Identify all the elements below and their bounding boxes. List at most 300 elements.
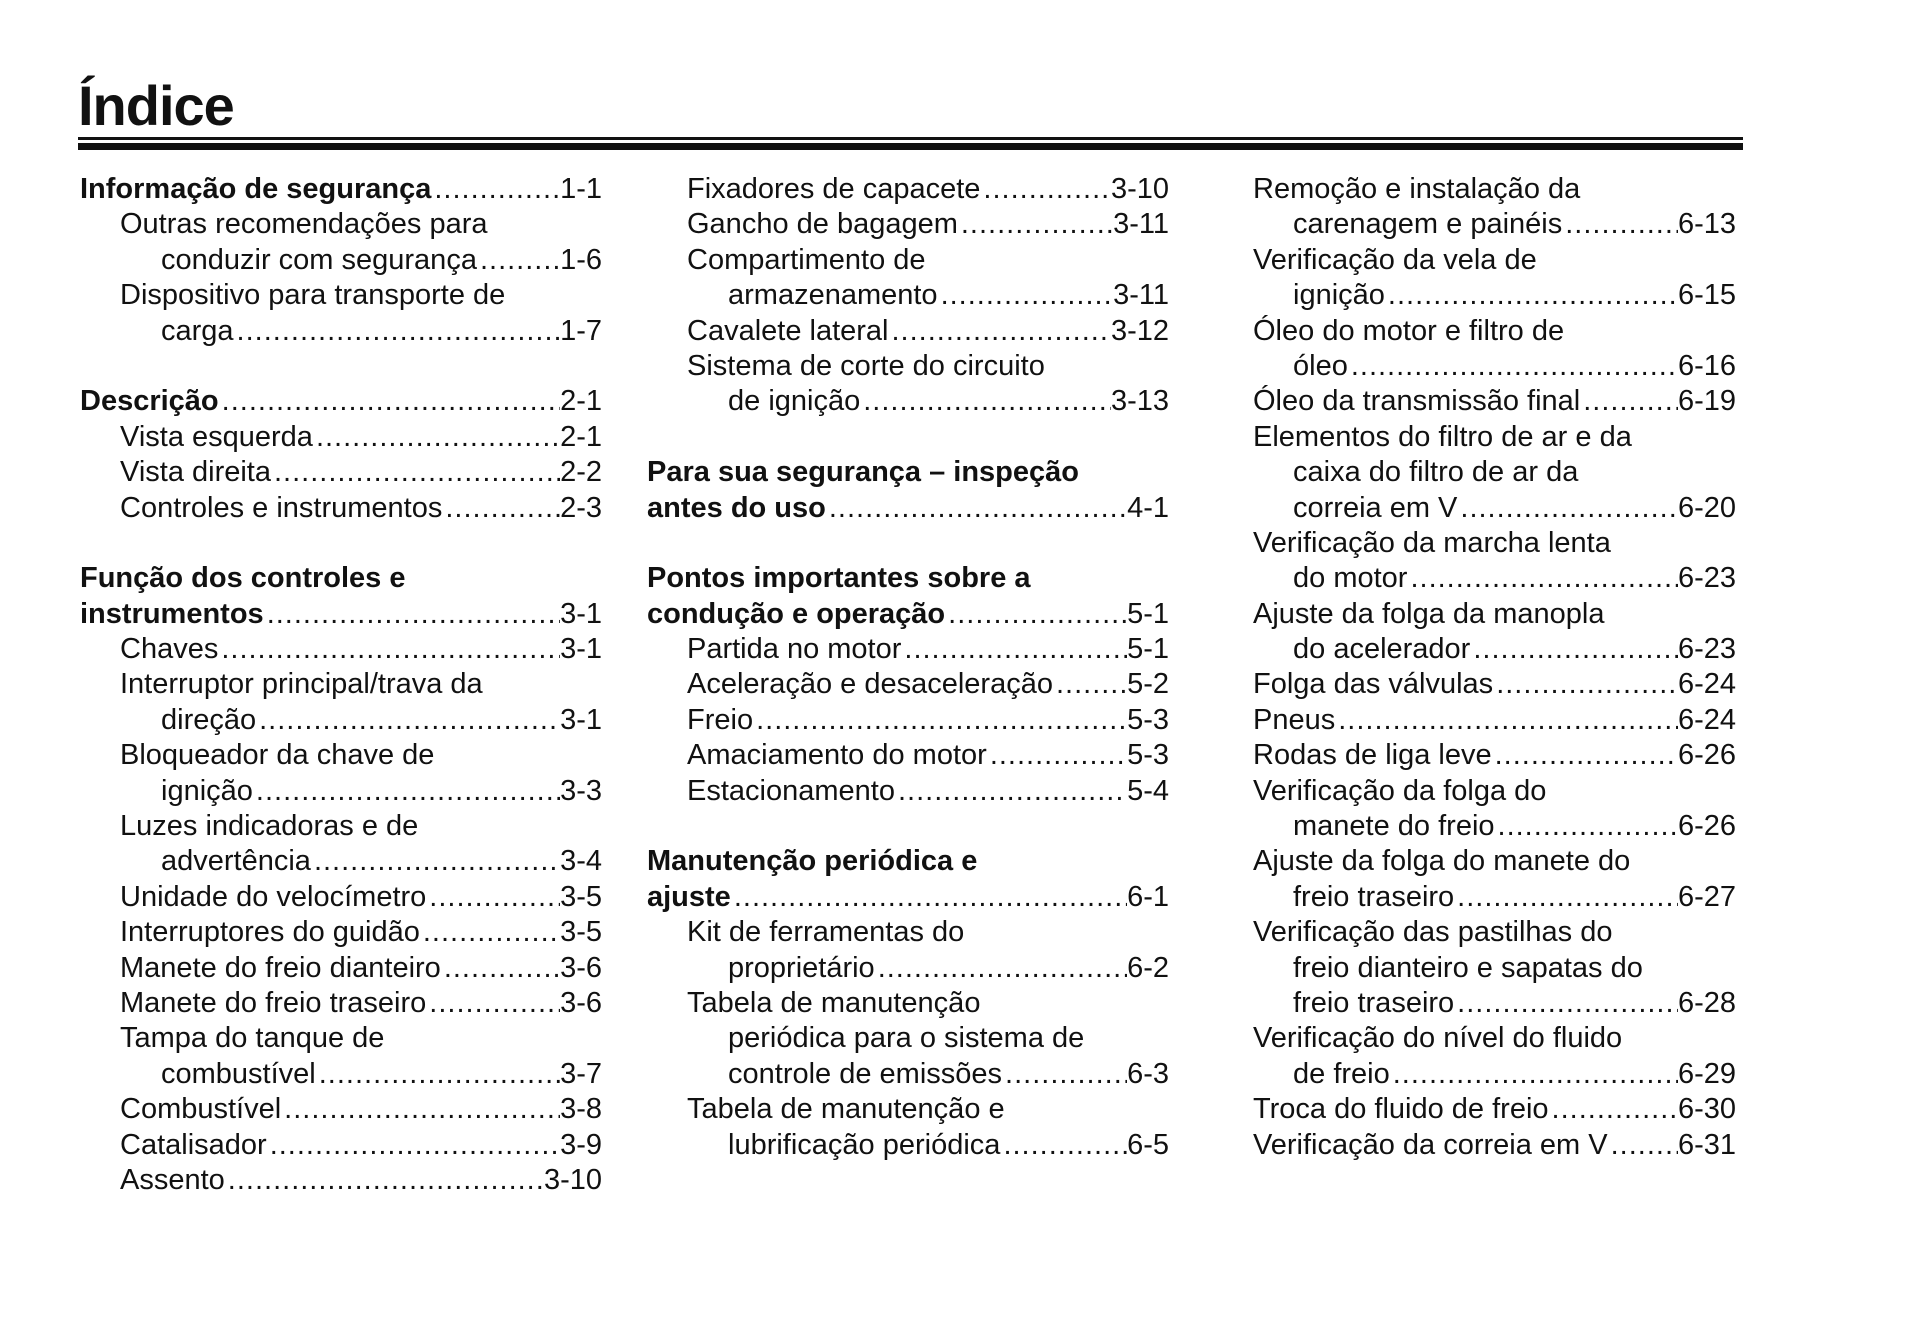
page-number[interactable]: 5-3 xyxy=(1127,703,1169,736)
title-rule-thin xyxy=(78,137,1743,140)
toc-column-3 xyxy=(1253,172,1736,1198)
toc-entry-text: ignição xyxy=(1293,279,1385,312)
toc-entry-line xyxy=(80,703,602,738)
toc-entry-line xyxy=(1253,1092,1736,1127)
toc-entry[interactable] xyxy=(1253,172,1736,243)
dot-leader xyxy=(253,774,560,809)
page-number[interactable]: 3-10 xyxy=(543,1163,602,1196)
toc-entry-text: Freio xyxy=(687,703,754,736)
toc-entry-text: ignição xyxy=(161,774,253,807)
page-number[interactable]: 2-2 xyxy=(560,456,602,489)
page-number[interactable]: 6-30 xyxy=(1677,1093,1736,1126)
toc-entry-line xyxy=(647,667,1169,702)
toc-entry-line xyxy=(647,278,1169,313)
toc-entry-text: advertência xyxy=(161,845,311,878)
dot-leader xyxy=(895,774,1127,809)
toc-entry-text: Remoção e instalação da xyxy=(1253,173,1581,205)
page-number[interactable]: 6-13 xyxy=(1677,208,1736,241)
page-number[interactable]: 6-26 xyxy=(1677,739,1736,772)
page-number[interactable]: 3-3 xyxy=(560,774,602,807)
toc-entry-text: de freio xyxy=(1293,1057,1390,1090)
toc-entry-text: Descrição xyxy=(80,385,219,418)
toc-entry[interactable] xyxy=(80,172,602,207)
toc-entry-text: Verificação da vela de xyxy=(1253,243,1537,276)
toc-entry-text: Partida no motor xyxy=(687,633,902,666)
toc-entry-text: carga xyxy=(161,314,234,347)
toc-entry-line xyxy=(80,455,602,490)
dot-leader xyxy=(264,597,560,632)
toc-entry-line xyxy=(1253,844,1736,879)
dot-leader xyxy=(1385,278,1678,313)
toc-entry-line xyxy=(80,915,602,950)
dot-leader xyxy=(958,207,1113,242)
page-number[interactable]: 5-3 xyxy=(1127,739,1169,772)
toc-entry-line xyxy=(647,314,1169,349)
toc-entry-line xyxy=(1253,632,1736,667)
toc-entry-text: Pneus xyxy=(1253,703,1336,736)
toc-entry-text: freio traseiro xyxy=(1293,880,1455,913)
toc-entry-line xyxy=(1253,384,1736,419)
page-number[interactable]: 6-3 xyxy=(1127,1057,1169,1090)
toc-entry-line xyxy=(1253,915,1736,950)
toc-entry-text: Bloqueador da chave de xyxy=(120,739,435,772)
toc-entry[interactable] xyxy=(80,420,602,455)
toc-section xyxy=(1253,172,1736,1163)
toc-entry-text: Elementos do filtro de ar e da xyxy=(1253,420,1632,453)
dot-leader xyxy=(1608,1128,1678,1163)
dot-leader xyxy=(938,278,1114,313)
toc-entry[interactable] xyxy=(80,1128,602,1163)
toc-entry-text: Fixadores de capacete xyxy=(687,173,981,205)
toc-entry-text: Luzes indicadoras e de xyxy=(120,810,419,843)
toc-entry-text: Interruptores do guidão xyxy=(120,916,420,949)
page-number[interactable]: 3-5 xyxy=(560,916,602,949)
toc-entry-line xyxy=(647,844,1169,879)
toc-entry[interactable] xyxy=(647,844,1169,915)
toc-entry[interactable] xyxy=(80,915,602,950)
toc-entry-text: instrumentos xyxy=(80,597,264,630)
toc-entry-text: de ignição xyxy=(728,385,861,418)
toc-entry-text: condução e operação xyxy=(647,597,946,630)
toc-entry-line xyxy=(647,703,1169,738)
page-number[interactable]: 3-8 xyxy=(560,1093,602,1126)
toc-entry-text: Unidade do velocímetro xyxy=(120,880,427,913)
toc-entry[interactable] xyxy=(1253,597,1736,668)
toc-entry-line xyxy=(1253,1021,1736,1056)
toc-entry-line xyxy=(647,1021,1169,1056)
toc-entry[interactable] xyxy=(647,561,1169,632)
toc-entry-text: Assento xyxy=(120,1163,225,1196)
page-number[interactable]: 1-6 xyxy=(560,243,602,276)
toc-entry[interactable] xyxy=(80,207,602,278)
toc-entry-text: Amaciamento do motor xyxy=(687,739,987,772)
dot-leader xyxy=(1457,491,1678,526)
toc-entry-text: Verificação do nível do fluido xyxy=(1253,1022,1623,1055)
toc-entry-text: Informação de segurança xyxy=(80,173,432,205)
toc-entry-text: Pontos importantes sobre a xyxy=(647,562,1031,595)
toc-entry[interactable] xyxy=(1253,1021,1736,1092)
toc-entry-text: Óleo da transmissão final xyxy=(1253,385,1581,418)
toc-entry-text: Manete do freio dianteiro xyxy=(120,951,441,984)
toc-entry-text: Verificação da marcha lenta xyxy=(1253,526,1611,559)
toc-entry[interactable] xyxy=(647,703,1169,738)
toc-entry[interactable] xyxy=(80,1092,602,1127)
toc-entry-line xyxy=(1253,455,1736,490)
toc-entry-line xyxy=(1253,278,1736,313)
toc-section xyxy=(80,384,602,526)
toc-entry-line xyxy=(1253,561,1736,596)
toc-entry[interactable] xyxy=(647,632,1169,667)
toc-entry-line xyxy=(647,915,1169,950)
page-number[interactable]: 6-28 xyxy=(1677,986,1736,1019)
dot-leader xyxy=(431,172,560,207)
page-number[interactable]: 6-1 xyxy=(1127,880,1169,913)
toc-entry[interactable] xyxy=(1253,314,1736,385)
dot-leader xyxy=(271,455,560,490)
dot-leader xyxy=(426,880,560,915)
toc-entry[interactable] xyxy=(80,738,602,809)
toc-entry-text: Folga das válvulas xyxy=(1253,668,1494,701)
toc-entry-text: Interruptor principal/trava da xyxy=(120,668,483,701)
toc-entry[interactable] xyxy=(647,349,1169,420)
page-number[interactable]: 6-5 xyxy=(1127,1128,1169,1161)
toc-entry[interactable] xyxy=(647,986,1169,1092)
toc-entry-text: caixa do filtro de ar da xyxy=(1293,456,1579,489)
toc-entry-text: Para sua segurança – inspeção xyxy=(647,456,1079,489)
toc-entry-line xyxy=(80,738,602,773)
toc-entry-line xyxy=(80,314,602,349)
toc-entry-line xyxy=(1253,207,1736,242)
page-number[interactable]: 5-1 xyxy=(1127,597,1169,630)
toc-entry-text: Ajuste da folga da manopla xyxy=(1253,597,1605,630)
toc-entry[interactable] xyxy=(647,1092,1169,1163)
toc-entry-line xyxy=(647,774,1169,809)
toc-entry[interactable] xyxy=(1253,738,1736,773)
toc-entry-text: controle de emissões xyxy=(728,1057,1003,1090)
toc-entry-line xyxy=(647,207,1169,242)
toc-entry-text: conduzir com segurança xyxy=(161,243,477,276)
dot-leader xyxy=(889,314,1111,349)
toc-entry-line xyxy=(80,1092,602,1127)
toc-entry[interactable] xyxy=(80,384,602,419)
toc-entry-line xyxy=(1253,243,1736,278)
page-number[interactable]: 4-1 xyxy=(1127,491,1169,524)
toc-entry-line xyxy=(80,880,602,915)
toc-entry-line xyxy=(80,809,602,844)
toc-entry[interactable] xyxy=(647,314,1169,349)
page-number[interactable]: 3-6 xyxy=(560,986,602,1019)
dot-leader xyxy=(426,986,560,1021)
toc-entry-text: carenagem e painéis xyxy=(1293,208,1563,241)
dot-leader xyxy=(1495,809,1678,844)
toc-entry-text: Tabela de manutenção e xyxy=(687,1093,1005,1126)
toc-entry-line xyxy=(1253,774,1736,809)
toc-entry-text: Dispositivo para transporte de xyxy=(120,279,506,312)
toc-entry[interactable] xyxy=(80,1021,602,1092)
page-number[interactable]: 3-6 xyxy=(560,951,602,984)
toc-entry[interactable] xyxy=(80,278,602,349)
toc-entry-text: ajuste xyxy=(647,880,731,913)
page-number[interactable]: 6-31 xyxy=(1677,1128,1736,1161)
toc-entry-text: Vista direita xyxy=(120,456,271,489)
toc-entry[interactable] xyxy=(647,243,1169,314)
toc-entry-text: combustível xyxy=(161,1057,316,1090)
dot-leader xyxy=(1053,667,1127,702)
toc-entry-text: Combustível xyxy=(120,1093,282,1126)
toc-entry-line xyxy=(647,349,1169,384)
dot-leader xyxy=(1549,1092,1678,1127)
toc-entry-text: Tabela de manutenção xyxy=(687,986,981,1019)
toc-entry[interactable] xyxy=(80,491,602,526)
toc-entry-line xyxy=(80,491,602,526)
toc-entry-line xyxy=(80,774,602,809)
toc-entry[interactable] xyxy=(1253,243,1736,314)
toc-entry[interactable] xyxy=(1253,1128,1736,1163)
toc-entry[interactable] xyxy=(80,455,602,490)
toc-entry[interactable] xyxy=(80,561,602,632)
toc-section xyxy=(80,561,602,1198)
toc-entry-line xyxy=(647,1057,1169,1092)
dot-leader xyxy=(1562,207,1678,242)
page-number[interactable]: 2-1 xyxy=(560,385,602,418)
toc-entry-line xyxy=(647,243,1169,278)
toc-entry-text: Outras recomendações para xyxy=(120,208,488,241)
toc-entry[interactable] xyxy=(647,738,1169,773)
toc-entry[interactable] xyxy=(1253,915,1736,1021)
dot-leader xyxy=(1390,1057,1678,1092)
toc-section xyxy=(647,844,1169,1163)
toc-entry-text: Manete do freio traseiro xyxy=(120,986,427,1019)
toc-entry-line xyxy=(1253,1057,1736,1092)
toc-section xyxy=(647,561,1169,809)
toc-entry-text: Verificação das pastilhas do xyxy=(1253,916,1613,949)
page-number[interactable]: 6-16 xyxy=(1677,349,1736,382)
toc-entry-line xyxy=(80,632,602,667)
toc-entry-line xyxy=(1253,420,1736,455)
toc-entry-line xyxy=(647,880,1169,915)
toc-entry[interactable] xyxy=(647,172,1169,207)
toc-entry-line xyxy=(1253,667,1736,702)
toc-entry-text: direção xyxy=(161,703,257,736)
page-number[interactable]: 6-19 xyxy=(1677,385,1736,418)
toc-entry-text: correia em V xyxy=(1293,491,1458,524)
page-number[interactable]: 2-1 xyxy=(560,420,602,453)
toc-entry-line xyxy=(80,1128,602,1163)
toc-entry[interactable] xyxy=(80,986,602,1021)
page-number[interactable]: 3-7 xyxy=(560,1057,602,1090)
dot-leader xyxy=(225,1163,544,1198)
toc-entry-line xyxy=(647,951,1169,986)
toc-entry-text: freio traseiro xyxy=(1293,986,1455,1019)
toc-entry[interactable] xyxy=(80,632,602,667)
page-number[interactable]: 3-1 xyxy=(560,597,602,630)
toc-entry-line xyxy=(80,278,602,313)
page-number[interactable]: 3-10 xyxy=(1110,173,1169,205)
toc-entry-line xyxy=(80,667,602,702)
toc-entry-text: Kit de ferramentas do xyxy=(687,916,965,949)
dot-leader xyxy=(1335,703,1678,738)
page-number[interactable]: 5-4 xyxy=(1127,774,1169,807)
toc-entry-text: Vista esquerda xyxy=(120,420,313,453)
page-number[interactable]: 6-15 xyxy=(1677,279,1736,312)
dot-leader xyxy=(1454,880,1678,915)
toc-entry[interactable] xyxy=(80,667,602,738)
toc-entry-text: armazenamento xyxy=(728,279,938,312)
toc-entry-text: Catalisador xyxy=(120,1128,267,1161)
page-number[interactable]: 6-23 xyxy=(1677,633,1736,666)
toc-entry[interactable] xyxy=(1253,526,1736,597)
toc-entry-line xyxy=(1253,986,1736,1021)
toc-entry-text: proprietário xyxy=(728,951,875,984)
toc-entry-text: Controles e instrumentos xyxy=(120,491,443,524)
dot-leader xyxy=(1002,1057,1127,1092)
toc-entry-text: Tampa do tanque de xyxy=(120,1022,385,1055)
page-number[interactable]: 6-27 xyxy=(1677,880,1736,913)
toc-entry-line xyxy=(1253,349,1736,384)
page-number[interactable]: 3-11 xyxy=(1113,279,1169,312)
toc-entry-line xyxy=(1253,951,1736,986)
toc-entry-line xyxy=(80,243,602,278)
page-number[interactable]: 6-26 xyxy=(1677,810,1736,843)
toc-entry[interactable] xyxy=(647,207,1169,242)
toc-entry[interactable] xyxy=(1253,667,1736,702)
toc-entry[interactable] xyxy=(1253,774,1736,845)
dot-leader xyxy=(1348,349,1678,384)
toc-entry-text: Aceleração e desaceleração xyxy=(687,668,1053,701)
toc-section xyxy=(647,455,1169,526)
toc-entry-line xyxy=(647,738,1169,773)
page-number[interactable]: 1-7 xyxy=(560,314,602,347)
page-number[interactable]: 3-4 xyxy=(560,845,602,878)
page-number[interactable]: 6-20 xyxy=(1677,491,1736,524)
toc-entry-text: Óleo do motor e filtro de xyxy=(1253,314,1565,347)
toc-entry-text: Verificação da correia em V xyxy=(1253,1128,1608,1161)
toc-entry[interactable] xyxy=(80,809,602,880)
page-number[interactable]: 6-24 xyxy=(1677,668,1736,701)
dot-leader xyxy=(875,951,1127,986)
toc-entry-text: Manutenção periódica e xyxy=(647,845,978,878)
dot-leader xyxy=(826,491,1127,526)
toc-entry-line xyxy=(80,986,602,1021)
toc-entry-line xyxy=(80,384,602,419)
page-number[interactable]: 2-3 xyxy=(560,491,602,524)
toc-entry[interactable] xyxy=(647,455,1169,526)
toc-entry-line xyxy=(1253,597,1736,632)
dot-leader xyxy=(731,880,1127,915)
dot-leader xyxy=(420,915,560,950)
toc-entry[interactable] xyxy=(647,774,1169,809)
dot-leader xyxy=(1470,632,1678,667)
toc-entry-line xyxy=(647,455,1169,490)
toc-entry-line xyxy=(80,207,602,242)
toc-entry-line xyxy=(647,986,1169,1021)
page-number[interactable]: 3-5 xyxy=(560,880,602,913)
page-number[interactable]: 5-2 xyxy=(1127,668,1169,701)
toc-entry-text: freio dianteiro e sapatas do xyxy=(1293,951,1643,984)
toc-entry-line xyxy=(1253,1128,1736,1163)
toc-entry-line xyxy=(80,561,602,596)
toc-column-2 xyxy=(647,172,1169,1198)
dot-leader xyxy=(477,243,560,278)
toc-entry-text: lubrificação periódica xyxy=(728,1128,1001,1161)
toc-entry-line xyxy=(647,597,1169,632)
toc-entry[interactable] xyxy=(1253,844,1736,915)
page-number[interactable]: 6-23 xyxy=(1677,562,1736,595)
dot-leader xyxy=(860,384,1111,419)
toc-entry-text: óleo xyxy=(1293,349,1348,382)
toc-entry-text: periódica para o sistema de xyxy=(728,1022,1085,1055)
dot-leader xyxy=(753,703,1127,738)
toc-entry-text: Verificação da folga do xyxy=(1253,774,1547,807)
dot-leader xyxy=(267,1128,560,1163)
toc-entry-text: Rodas de liga leve xyxy=(1253,739,1492,772)
page-number[interactable]: 3-1 xyxy=(560,633,602,666)
page-number[interactable]: 6-2 xyxy=(1127,951,1169,984)
toc-entry[interactable] xyxy=(647,667,1169,702)
dot-leader xyxy=(901,632,1127,667)
toc-entry[interactable] xyxy=(647,915,1169,986)
toc-entry[interactable] xyxy=(1253,703,1736,738)
dot-leader xyxy=(1493,667,1678,702)
dot-leader xyxy=(1000,1128,1127,1163)
page-number[interactable]: 3-9 xyxy=(560,1128,602,1161)
toc-entry-line xyxy=(647,561,1169,596)
toc-entry-line xyxy=(80,1057,602,1092)
page-number[interactable]: 6-24 xyxy=(1677,703,1736,736)
page-number[interactable]: 3-1 xyxy=(560,703,602,736)
page-number[interactable]: 6-29 xyxy=(1677,1057,1736,1090)
toc-entry-text: do motor xyxy=(1293,562,1408,595)
title-rule-thick xyxy=(78,143,1743,150)
page-number[interactable]: 3-12 xyxy=(1110,314,1169,347)
toc-entry-line xyxy=(647,384,1169,419)
toc-entry[interactable] xyxy=(1253,1092,1736,1127)
page-number[interactable]: 5-1 xyxy=(1127,633,1169,666)
toc-entry-line xyxy=(647,632,1169,667)
toc-entry-line xyxy=(647,172,1169,207)
toc-entry-text: Estacionamento xyxy=(687,774,895,807)
toc-entry-line xyxy=(1253,491,1736,526)
toc-entry-text: do acelerador xyxy=(1293,633,1471,666)
dot-leader xyxy=(313,420,560,455)
dot-leader xyxy=(1492,738,1678,773)
toc-entry[interactable] xyxy=(80,1163,602,1198)
toc-entry-line xyxy=(1253,172,1736,207)
toc-entry-line xyxy=(80,597,602,632)
toc-entry-line xyxy=(80,1021,602,1056)
toc-entry[interactable] xyxy=(1253,420,1736,526)
page-number[interactable]: 1-1 xyxy=(560,173,602,205)
dot-leader xyxy=(234,314,561,349)
toc-entry-line xyxy=(1253,526,1736,561)
toc-section xyxy=(647,172,1169,420)
toc-entry-text: Sistema de corte do circuito xyxy=(687,349,1045,382)
dot-leader xyxy=(945,597,1127,632)
toc-entry-line xyxy=(80,420,602,455)
toc-entry-text: Função dos controles e xyxy=(80,562,406,595)
toc-entry[interactable] xyxy=(80,951,602,986)
dot-leader xyxy=(442,491,560,526)
dot-leader xyxy=(441,951,560,986)
toc-entry-text: Troca do fluido de freio xyxy=(1253,1093,1549,1126)
toc-entry-line xyxy=(647,1128,1169,1163)
toc-entry-line xyxy=(1253,880,1736,915)
toc-entry[interactable] xyxy=(80,880,602,915)
page-number[interactable]: 3-11 xyxy=(1113,208,1169,241)
page-number[interactable]: 3-13 xyxy=(1110,385,1169,418)
toc-entry[interactable] xyxy=(1253,384,1736,419)
toc-entry-text: manete do freio xyxy=(1293,810,1495,843)
